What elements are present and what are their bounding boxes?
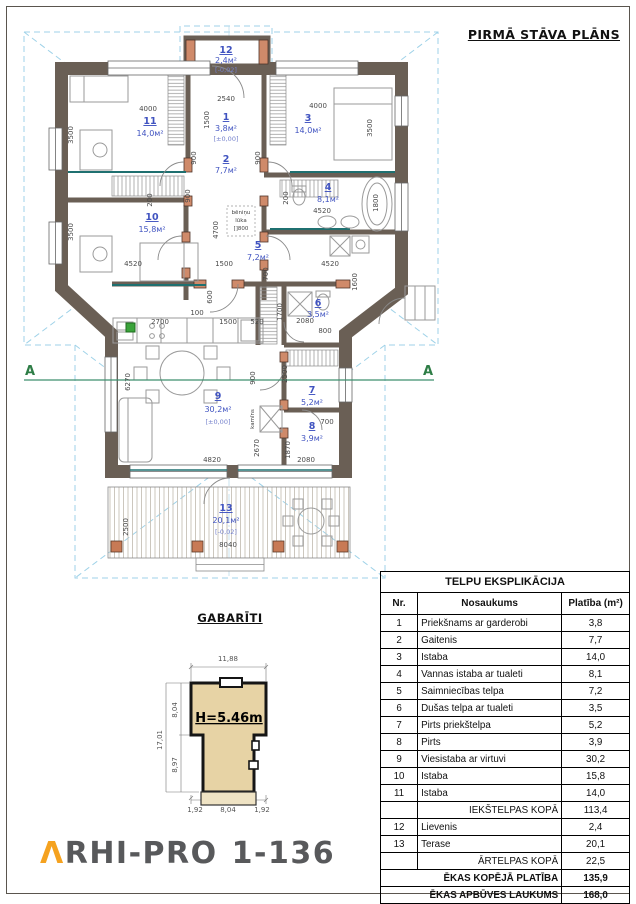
- gabariti-tab2: [249, 761, 258, 769]
- table-row: [381, 700, 630, 717]
- table-row: [381, 751, 630, 768]
- row-name: Saimniecības telpa: [418, 683, 562, 700]
- row-nr: 12: [381, 819, 418, 836]
- row-nr: 2: [381, 632, 418, 649]
- dim-label: 4000: [139, 105, 157, 113]
- room-area: 2,4м²: [215, 56, 237, 65]
- gabariti-porch-notch: [220, 678, 242, 687]
- subtotal-row-exterior: [381, 853, 630, 870]
- logo-a-mark: Λ: [40, 836, 65, 871]
- subtotal-value: 22,5: [562, 853, 630, 870]
- dim-label: 1500: [215, 260, 233, 268]
- room-area: 3,5м²: [307, 310, 329, 319]
- col-header-area: Platība (m²): [562, 593, 630, 615]
- subtotal-value: 113,4: [562, 802, 630, 819]
- row-area: 5,2: [562, 717, 630, 734]
- dim-label: 1500: [219, 318, 237, 326]
- dim-label: 4520: [124, 260, 142, 268]
- dim-label: 4520: [321, 260, 339, 268]
- dim-label: 1800: [372, 194, 380, 212]
- room-number: 1: [222, 112, 230, 123]
- row-area: 7,7: [562, 632, 630, 649]
- row-name: Gaitenis: [418, 632, 562, 649]
- dim-label: 1870: [284, 441, 292, 459]
- dim-label: 900: [249, 371, 257, 385]
- row-name: Dušas telpa ar tualeti: [418, 700, 562, 717]
- row-nr: 5: [381, 683, 418, 700]
- room-number: 6: [314, 298, 322, 309]
- room-number: 3: [304, 113, 312, 124]
- total-value: 135,9: [562, 870, 630, 887]
- table-row: [381, 836, 630, 853]
- gab-dim-left-upper: 8,04: [171, 702, 179, 718]
- subtotal-label: IEKŠTELPAS KOPĀ: [418, 802, 562, 819]
- dim-label: 3500: [67, 223, 75, 241]
- row-area: 30,2: [562, 751, 630, 768]
- room-explication-table: [380, 571, 630, 904]
- row-area: 3,8: [562, 615, 630, 632]
- table-row: [381, 785, 630, 802]
- room-number: 10: [145, 212, 159, 223]
- table-row: [381, 683, 630, 700]
- row-nr: 11: [381, 785, 418, 802]
- total-value: 168,0: [562, 887, 630, 904]
- row-area: 7,2: [562, 683, 630, 700]
- gabariti-tab1: [252, 741, 259, 750]
- room-number: 2: [222, 154, 230, 165]
- row-area: 2,4: [562, 819, 630, 836]
- page-title: PIRMĀ STĀVA PLĀNS: [467, 27, 620, 42]
- row-area: 8,1: [562, 666, 630, 683]
- gabariti-terrace: [201, 792, 256, 805]
- col-header-nr: Nr.: [381, 593, 418, 615]
- floor-plan: [6, 18, 446, 598]
- logo-name: RHI-PRO: [64, 836, 218, 871]
- total-row-area: [381, 870, 630, 887]
- total-label: ĒKAS APBŪVES LAUKUMS: [381, 887, 562, 904]
- row-name: Vannas istaba ar tualeti: [418, 666, 562, 683]
- row-nr: 7: [381, 717, 418, 734]
- row-nr: 8: [381, 734, 418, 751]
- room-area: 3,9м²: [301, 434, 323, 443]
- dim-label: 700: [320, 418, 334, 426]
- row-nr: 6: [381, 700, 418, 717]
- gab-dim-left-lower: 8,97: [171, 757, 179, 773]
- gab-dim-bottom-center: 8,04: [220, 806, 236, 814]
- dim-label: 900: [254, 151, 262, 165]
- dim-label: 600: [206, 290, 214, 304]
- room-area: 14,0м²: [136, 129, 164, 138]
- room-level: [-0,02]: [215, 66, 237, 74]
- attic-hatch-label: [227, 206, 255, 236]
- total-row-footprint: [381, 887, 630, 904]
- dim-label: 200: [146, 193, 154, 207]
- room-number: 11: [143, 116, 157, 127]
- room-number: 12: [219, 45, 233, 56]
- gab-dim-bottom-right: 1,92: [254, 806, 270, 814]
- dim-label: 3500: [366, 119, 374, 137]
- col-header-name: Nosaukums: [418, 593, 562, 615]
- row-nr: 10: [381, 768, 418, 785]
- gab-dim-top: 11,88: [217, 655, 239, 663]
- room-area: 14,0м²: [294, 126, 322, 135]
- gab-dim-bottom-left: 1,92: [187, 806, 203, 814]
- room-number: 4: [324, 182, 332, 193]
- gabariti-outline: [191, 683, 266, 792]
- gabariti-diagram: [140, 640, 340, 830]
- subtotal-row-interior: [381, 802, 630, 819]
- room-number: 9: [214, 391, 222, 402]
- room-area: 7,7м²: [215, 166, 237, 175]
- dim-label: 4000: [309, 102, 327, 110]
- room-number: 13: [219, 503, 233, 514]
- row-name: Istaba: [418, 768, 562, 785]
- gabariti-title: GABARĪTI: [197, 611, 263, 625]
- dim-label: 100: [190, 309, 204, 317]
- dim-label: 1500: [203, 111, 211, 129]
- dim-label: 1700: [276, 303, 284, 321]
- dim-label: 800: [318, 327, 332, 335]
- dim-label: 900: [190, 151, 198, 165]
- company-logo: [40, 836, 335, 871]
- dim-label: 6270: [124, 373, 132, 391]
- dim-label: 900: [184, 189, 192, 203]
- row-name: Pirts priekštelpa: [418, 717, 562, 734]
- logo-number: 1-136: [231, 836, 336, 871]
- dim-label: 700: [262, 267, 270, 281]
- section-marker-right: A: [422, 364, 434, 379]
- row-nr: 9: [381, 751, 418, 768]
- row-area: 15,8: [562, 768, 630, 785]
- dim-label: 2080: [297, 456, 315, 464]
- room-level: [-0,02]: [215, 528, 237, 536]
- row-nr: 3: [381, 649, 418, 666]
- gab-dim-left-total: 17,01: [156, 729, 164, 751]
- attic-line2: lūka: [235, 218, 247, 224]
- building-height-label: H=5.46m: [195, 711, 263, 726]
- room-area: 30,2м²: [204, 405, 232, 414]
- table-row: [381, 819, 630, 836]
- dim-label: 4700: [212, 221, 220, 239]
- row-nr: 1: [381, 615, 418, 632]
- room-level: [±0,00]: [213, 135, 239, 143]
- dim-label: 2500: [122, 518, 130, 536]
- row-area: 3,5: [562, 700, 630, 717]
- row-area: 14,0: [562, 785, 630, 802]
- row-name: Istaba: [418, 649, 562, 666]
- section-marker-left: A: [24, 364, 36, 379]
- dim-label: 2080: [296, 317, 314, 325]
- row-nr: 13: [381, 836, 418, 853]
- table-row: [381, 632, 630, 649]
- room-area: 20,1м²: [212, 516, 240, 525]
- room-area: 7,2м²: [247, 253, 269, 262]
- room-level: [±0,00]: [205, 418, 231, 426]
- row-area: 20,1: [562, 836, 630, 853]
- room-area: 5,2м²: [301, 398, 323, 407]
- dim-label: 1600: [351, 273, 359, 291]
- dim-label: 2700: [151, 318, 169, 326]
- dim-label: 4520: [313, 207, 331, 215]
- row-name: Priekšnams ar garderobi: [418, 615, 562, 632]
- row-name: Lievenis: [418, 819, 562, 836]
- room-area: 3,8м²: [215, 124, 237, 133]
- room-number: 8: [308, 421, 316, 432]
- total-label: ĒKAS KOPĒJĀ PLATĪBA: [381, 870, 562, 887]
- dim-label: 2540: [217, 95, 235, 103]
- room-number: 7: [308, 385, 316, 396]
- fireplace-label: kamīns: [250, 409, 256, 429]
- row-nr: 4: [381, 666, 418, 683]
- row-name: Istaba: [418, 785, 562, 802]
- table-row: [381, 734, 630, 751]
- attic-line1: bēniņu: [231, 210, 251, 216]
- dim-label: 3500: [67, 126, 75, 144]
- row-name: Terase: [418, 836, 562, 853]
- dim-label: 2670: [253, 439, 261, 457]
- row-name: Viesistaba ar virtuvi: [418, 751, 562, 768]
- table-title: TELPU EKSPLIKĀCIJA: [381, 572, 630, 593]
- row-name: Pirts: [418, 734, 562, 751]
- dim-label: 2500: [281, 365, 289, 383]
- table-row: [381, 615, 630, 632]
- row-area: 14,0: [562, 649, 630, 666]
- table-row: [381, 666, 630, 683]
- subtotal-label: ĀRTELPAS KOPĀ: [418, 853, 562, 870]
- room-area: 15,8м²: [138, 225, 166, 234]
- table-row: [381, 717, 630, 734]
- room-area: 8,1м²: [317, 195, 339, 204]
- room-number: 5: [254, 240, 262, 251]
- row-area: 3,9: [562, 734, 630, 751]
- attic-line3: []800: [233, 226, 249, 232]
- dim-label: 8040: [219, 541, 237, 549]
- table-row: [381, 649, 630, 666]
- dim-label: 520: [250, 318, 264, 326]
- table-row: [381, 768, 630, 785]
- dim-label: 4820: [203, 456, 221, 464]
- dim-label: 200: [282, 191, 290, 205]
